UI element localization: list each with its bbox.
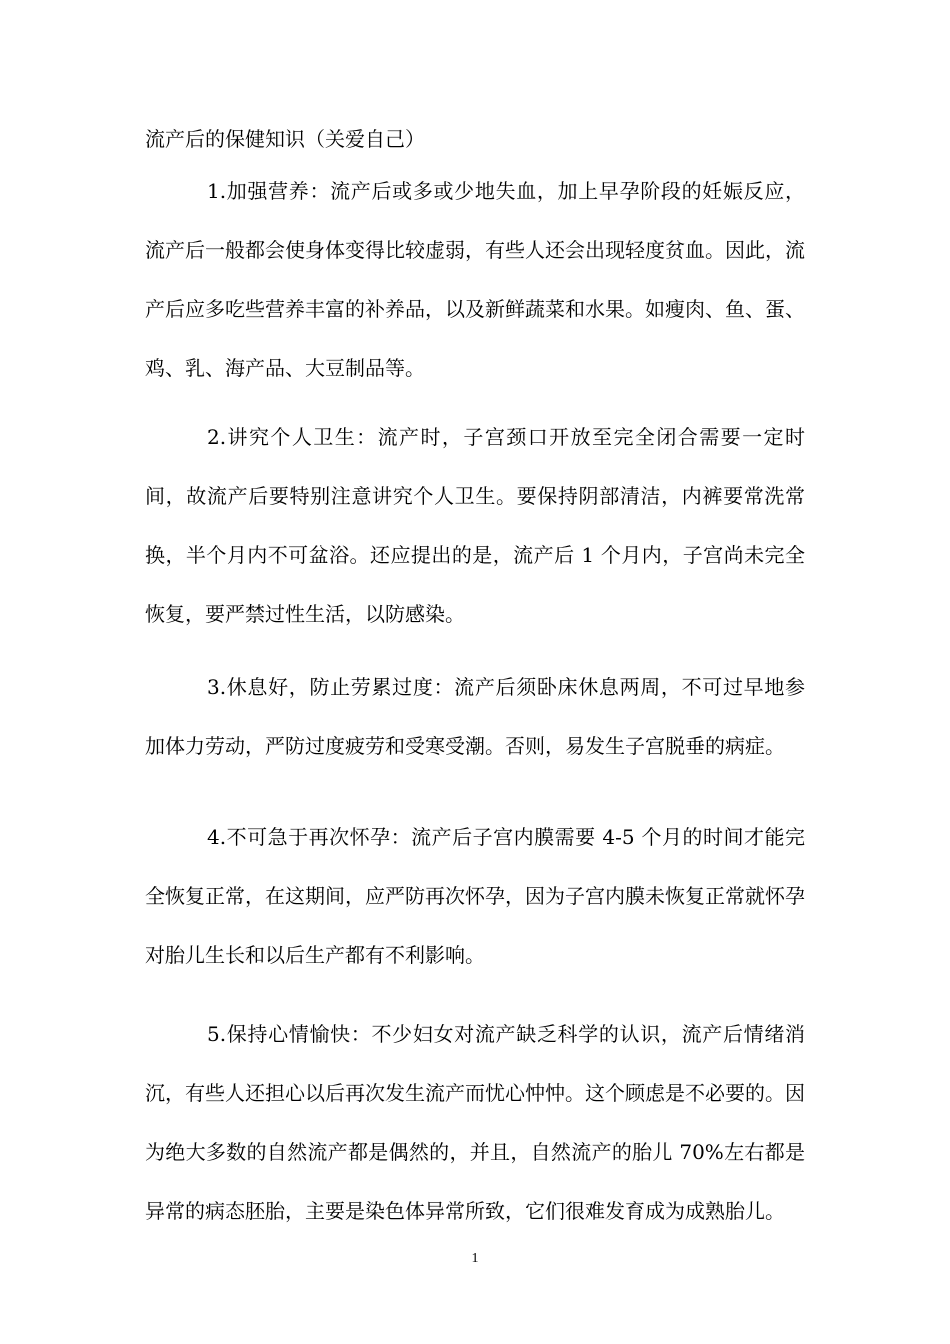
paragraph-pregnancy: 4.不可急于再次怀孕：流产后子宫内膜需要 4-5 个月的时间才能完全恢复正常，在这期间，应严防再次怀孕，因为子宫内膜未恢复正常就怀孕对胎儿生长和以后生产都有不利影响。 <box>145 825 805 967</box>
paragraph-mood: 5.保持心情愉快：不少妇女对流产缺乏科学的认识，流产后情绪消沉，有些人还担心以后再次发生流产而忧心忡忡。这个顾虑是不必要的。因为绝大多数的自然流产都是偶然的，并且，自然流产的胎儿 70%左右都是异常的病态胚胎，主要是染色体异常所致，它们很难发育成为成熟胎儿。 <box>145 1022 805 1223</box>
paragraph-nutrition: 1.加强营养：流产后或多或少地失血，加上早孕阶段的妊娠反应，流产后一般都会使身体变得比较虚弱，有些人还会出现轻度贫血。因此，流产后应多吃些营养丰富的补养品，以及新鲜蔬菜和水果。如瘦肉、鱼、蛋、鸡、乳、海产品、大豆制品等。 <box>145 179 805 380</box>
page-number: 1 <box>471 1251 479 1266</box>
document-title: 流产后的保健知识（关爱自己） <box>145 127 425 151</box>
paragraph-hygiene: 2.讲究个人卫生：流产时，子宫颈口开放至完全闭合需要一定时间，故流产后要特别注意讲究个人卫生。要保持阴部清洁，内裤要常洗常换，半个月内不可盆浴。还应提出的是，流产后 1 个月内，子宫尚未完全恢复，要严禁过性生活，以防感染。 <box>145 425 805 626</box>
paragraph-rest: 3.休息好，防止劳累过度：流产后须卧床休息两周，不可过早地参加体力劳动，严防过度疲劳和受寒受潮。否则，易发生子宫脱垂的病症。 <box>145 675 805 758</box>
